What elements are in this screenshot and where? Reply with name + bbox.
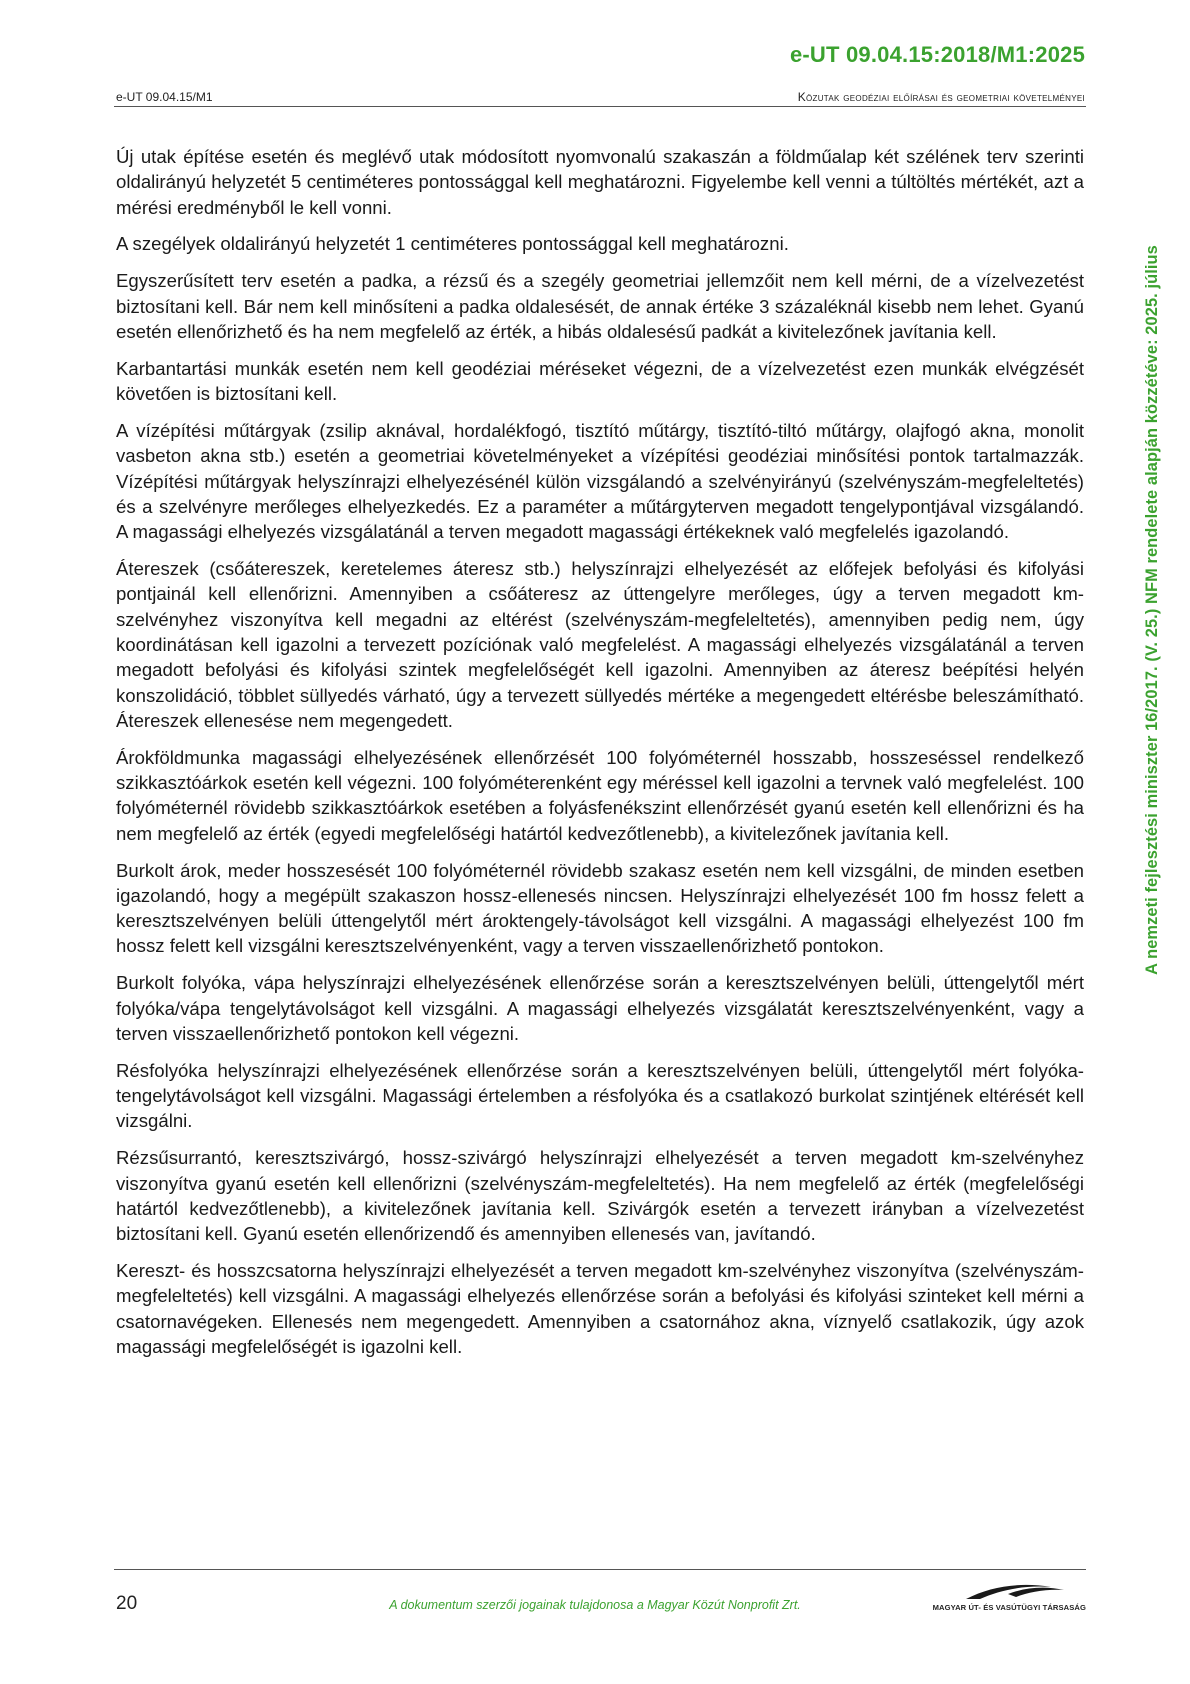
document-code: e-UT 09.04.15:2018/M1:2025 [789,42,1085,67]
header-divider [114,106,1086,107]
paragraph: Egyszerűsített terv esetén a padka, a rézsű és a szegély geometriai jellemzőit nem kell mérni, de a vízelvezetést biztosítani kell. Bár nem kell minősíteni a padka oldalesését, de annak értéke 3 százaléknál kisebb nem lehet. Gyanú esetén ellenőrizhető és ha nem megfelelő az érték, a hibás oldalesésű padkát a kivitelezőnek javítania kell. [116,270,1084,342]
society-logo [896,1582,1086,1612]
paragraph: Résfolyóka helyszínrajzi elhelyezésének ellenőrzése során a keresztszelvényen belüli, úttengelytől mért folyóka-tengelytávolságot kell vizsgálni. Magassági értelemben a résfolyóka és a csatlakozó burkolat szintjének eltérését kell vizsgálni. [116,1059,1084,1132]
body-text [116,144,1084,1371]
swoosh-logo-icon [896,1582,1086,1602]
running-header-right: Közutak geodéziai előírásai és geometriai követelményei [797,90,1085,104]
paragraph: A vízépítési műtárgyak (zsilip aknával, hordalékfogó, tisztító műtárgy, tisztító-tiltó műtárgy, olajfogó akna, monolit vasbeton akna stb.) esetén a geometriai követelményeket a vízépítési geodéziai minősítési pontok tartalmazzák. Vízépítési műtárgyak helyszínrajzi elhelyezésénél külön vizsgálandó a szelvényirányú (szelvényszám-megfeleltetés) és a szelvényre merőleges elhelyezkedés. Ez a paraméter a műtárgyterven megadott tengelypontjával vizsgálandó. A magassági elhelyezés vizsgálatánál a terven megadott magassági értékeknek való megfelelés igazolandó. [116,420,1084,543]
paragraph: Árokföldmunka magassági elhelyezésének ellenőrzését 100 folyóméternél hosszabb, hosszeséssel rendelkező szikkasztóárkok esetén kell végezni. 100 folyóméterenként egy méréssel kell igazolni a tervnek való megfelelést. 100 folyóméternél rövidebb szikkasztóárkok esetében a folyásfenékszint ellenőrzését gyanú esetén kell ellenőrizni és ha nem megfelelő az érték (egyedi megfelelőségi határtól kedvezőtlenebb), a kivitelezőnek javítania kell. [116,746,1084,844]
running-header-left: e-UT 09.04.15/M1 [116,90,213,104]
paragraph: Burkolt árok, meder hosszesését 100 folyóméternél rövidebb szakasz esetén nem kell vizsgálni, de minden esetben igazolandó, hogy a megépült szakaszon hossz-ellenesés nincsen. Helyszínrajzi elhelyezését 100 fm hossz felett a keresztszelvényen belüli úttengelytől mért ároktengely-távolságot kell vizsgálni. A magassági elhelyezést 100 fm hossz felett kell vizsgálni keresztszelvényenként, vagy a terven visszaellenőrizhető pontokon. [116,859,1084,957]
page-number: 20 [116,1593,138,1614]
paragraph: Új utak építése esetén és meglévő utak módosított nyomvonalú szakaszán a földműalap két szélének terv szerinti oldalirányú helyzetét 5 centiméteres pontossággal kell meghatározni. Figyelembe kell venni a túltöltés mértékét, azt a mérési eredményből le kell vonni. [116,146,1084,218]
paragraph: Rézsűsurrantó, keresztszivárgó, hossz-szivárgó helyszínrajzi elhelyezését a terven megadott km-szelvényhez viszonyítva gyanú esetén kell ellenőrizni (szelvényszám-megfeleltetés). Ha nem megfelelő az érték (megfelelőségi határtól kedvezőtlenebb), a kivitelezőnek javítania kell. Szivárgók esetén a tervezett irányban a vízelvezetést biztosítani kell. Gyanú esetén ellenőrizendő és amennyiben ellenesés van, javítandó. [116,1147,1084,1245]
publication-side-note: A nemzeti fejlesztési miniszter 16/2017. (V. 25.) NFM rendelete alapján közzétéve: 2025. július [1143,245,1161,975]
paragraph: A szegélyek oldalirányú helyzetét 1 centiméteres pontossággal kell meghatározni. [116,233,789,255]
paragraph: Burkolt folyóka, vápa helyszínrajzi elhelyezésének ellenőrzése során a keresztszelvényen belüli, úttengelytől mért folyóka/vápa tengelytávolságot kell vizsgálni. A magassági elhelyezés vizsgálatát keresztszelvényenként, vagy a terven visszaellenőrizhető pontokon kell végezni. [116,972,1084,1044]
paragraph: Átereszek (csőátereszek, keretelemes áteresz stb.) helyszínrajzi elhelyezését az előfejek befolyási és kifolyási pontjainál kell ellenőrizni. Amennyiben a csőáteresz az úttengelyre merőleges, úgy a terven megadott km-szelvényhez viszonyítva kell megadni az eltérést (szelvényszám-megfeleltetés), amennyiben pedig nem, úgy koordinátásan kell igazolni a tervezett pozíciónak való megfelelést. A magassági elhelyezés vizsgálatánál a terven megadott befolyási és kifolyási szintek megfelelőségét kell igazolni. Amennyiben az áteresz beépítési helyén konszolidáció, többlet süllyedés várható, úgy a tervezett süllyedés mértéke a megengedett eltérésbe beleszámítható. Átereszek ellenesése nem megengedett. [116,558,1084,731]
logo-text: MAGYAR ÚT- ÉS VASÚTÜGYI TÁRSASÁG [932,1603,1086,1612]
paragraph: Kereszt- és hosszcsatorna helyszínrajzi elhelyezését a terven megadott km-szelvényhez viszonyítva (szelvényszám-megfeleltetés) kell vizsgálni. A magassági elhelyezés ellenőrzése során a befolyási és kifolyási szinteket kell mérni a csatornavégeken. Ellenesés nem megengedett. Amennyiben a csatornához akna, víznyelő csatlakozik, úgy azok magassági megfelelőségét is igazolni kell. [116,1260,1084,1357]
paragraph: Karbantartási munkák esetén nem kell geodéziai méréseket végezni, de a vízelvezetést ezen munkák elvégzését követően is biztosítani kell. [116,357,1084,405]
footer-divider [114,1569,1086,1570]
copyright-notice: A dokumentum szerzői jogainak tulajdonosa a Magyar Közút Nonprofit Zrt. [389,1598,801,1612]
